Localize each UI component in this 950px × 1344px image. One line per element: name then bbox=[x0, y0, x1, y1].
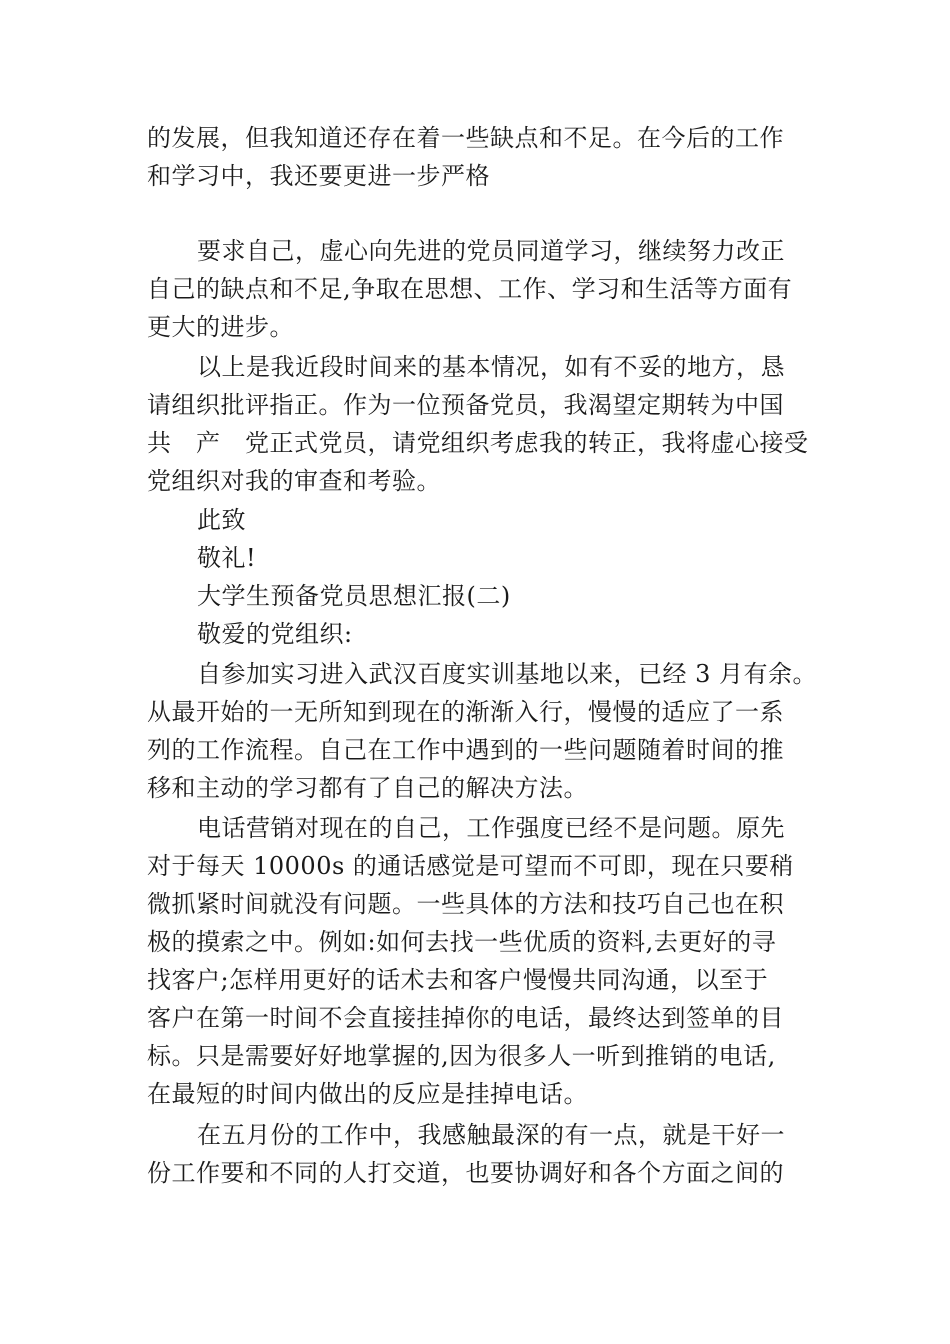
text-line: 从最开始的一无所知到现在的渐渐入行，慢慢的适应了一系 bbox=[147, 698, 784, 726]
text-line: 客户在第一时间不会直接挂掉你的电话，最终达到签单的目 bbox=[147, 1004, 784, 1032]
text-line: 请组织批评指正。作为一位预备党员，我渴望定期转为中国 bbox=[147, 391, 784, 419]
text-line: 和学习中，我还要更进一步严格 bbox=[147, 162, 490, 190]
text-line: 标。只是需要好好地掌握的,因为很多人一听到推销的电话, bbox=[147, 1042, 776, 1070]
paragraph-first-line: 要求自己，虚心向先进的党员同道学习，继续努力改正 bbox=[197, 237, 785, 265]
paragraph-first-line: 以上是我近段时间来的基本情况，如有不妥的地方，恳 bbox=[197, 353, 785, 381]
closing-regards: 敬礼! bbox=[197, 544, 257, 572]
section-title: 大学生预备党员思想汇报(二) bbox=[197, 582, 511, 610]
text-line: 列的工作流程。自己在工作中遇到的一些问题随着时间的推 bbox=[147, 736, 784, 764]
text-line: 更大的进步。 bbox=[147, 313, 294, 341]
text-line: 自己的缺点和不足,争取在思想、工作、学习和生活等方面有 bbox=[147, 275, 793, 303]
paragraph-first-line: 电话营销对现在的自己，工作强度已经不是问题。原先 bbox=[197, 814, 785, 842]
closing-salutation: 此致 bbox=[197, 506, 246, 534]
text-line: 对于每天 10000s 的通话感觉是可望而不可即，现在只要稍 bbox=[147, 852, 794, 880]
greeting: 敬爱的党组织: bbox=[197, 620, 353, 648]
text-line: 微抓紧时间就没有问题。一些具体的方法和技巧自己也在积 bbox=[147, 890, 784, 918]
text-line: 党组织对我的审查和考验。 bbox=[147, 467, 441, 495]
text-line: 移和主动的学习都有了自己的解决方法。 bbox=[147, 774, 588, 802]
text-line: 找客户;怎样用更好的话术去和客户慢慢共同沟通，以至于 bbox=[147, 966, 769, 994]
paragraph-first-line: 自参加实习进入武汉百度实训基地以来，已经 3 月有余。 bbox=[197, 660, 818, 688]
paragraph-first-line: 在五月份的工作中，我感触最深的有一点，就是干好一 bbox=[197, 1121, 785, 1149]
text-line: 在最短的时间内做出的反应是挂掉电话。 bbox=[147, 1080, 588, 1108]
text-line: 共 产 党正式党员，请党组织考虑我的转正，我将虚心接受 bbox=[147, 429, 809, 457]
text-line: 的发展，但我知道还存在着一些缺点和不足。在今后的工作 bbox=[147, 124, 784, 152]
text-line: 份工作要和不同的人打交道，也要协调好和各个方面之间的 bbox=[147, 1159, 784, 1187]
text-line: 极的摸索之中。例如:如何去找一些优质的资料,去更好的寻 bbox=[147, 928, 777, 956]
